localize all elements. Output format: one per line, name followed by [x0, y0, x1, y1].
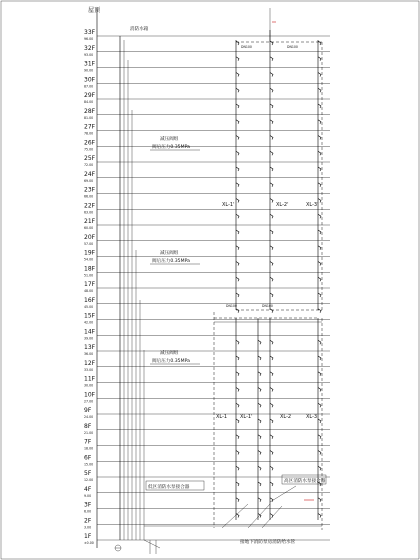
hose-valve-mark	[258, 372, 261, 376]
hose-valve-mark	[258, 403, 261, 407]
floor-label: 14F	[84, 328, 96, 336]
hose-valve-mark	[236, 466, 239, 470]
hose-valve-mark	[318, 403, 321, 407]
hose-valve-mark	[270, 372, 273, 376]
svg-text:高区消防水泵接合器: 高区消防水泵接合器	[284, 479, 326, 484]
floor-label: 19F	[84, 249, 96, 257]
floor-label: 26F	[84, 139, 96, 147]
floor-elevation: 51.00	[84, 273, 94, 278]
hose-valve-mark	[270, 466, 273, 470]
floor-elevation: 3.00	[84, 525, 92, 530]
hose-valve-mark	[236, 514, 239, 518]
hose-valve-mark	[270, 246, 273, 250]
riser-tag-lower-4: XL-3	[306, 414, 318, 420]
hose-valve-mark	[236, 419, 239, 423]
floor-elevation: 90.00	[84, 68, 94, 73]
hose-valve-mark	[318, 104, 321, 108]
svg-text:阀后压力0.35MPa: 阀后压力0.35MPa	[152, 259, 190, 264]
svg-text:低区消防水泵接合器: 低区消防水泵接合器	[148, 485, 190, 490]
hose-valve-mark	[258, 340, 261, 344]
hose-valve-mark	[270, 136, 273, 140]
hose-valve-mark	[236, 41, 239, 45]
floor-label: 25F	[84, 155, 96, 162]
floor-label: 22F	[84, 202, 96, 210]
hose-valve-mark	[318, 466, 321, 470]
hose-valve-mark	[236, 120, 239, 124]
diag-4	[270, 486, 296, 502]
floor-elevation: 27.00	[84, 399, 94, 404]
floor-label: 29F	[84, 92, 96, 99]
floor-elevation: 78.00	[84, 131, 94, 136]
hose-valve-mark	[270, 277, 273, 281]
floor-label: 2F	[84, 517, 92, 525]
hose-valve-mark	[318, 419, 321, 423]
floor-label: 6F	[84, 454, 92, 462]
floor-label: 18F	[84, 265, 96, 273]
floor-elevation: 72.00	[84, 163, 94, 167]
floor-label: 13F	[84, 344, 96, 351]
hose-valve-mark	[236, 88, 239, 92]
hose-valve-mark	[270, 403, 273, 407]
lower-label-right-box	[282, 475, 326, 484]
floor-elevation: 33.00	[84, 367, 94, 372]
hose-valves	[236, 41, 321, 518]
floor-label: 16F	[84, 296, 96, 304]
floor-elevation: 24.00	[84, 415, 94, 419]
hose-valve-mark	[318, 262, 321, 266]
hose-valve-mark	[270, 482, 273, 486]
floor-elevation: 9.00	[84, 493, 92, 498]
floor-elevation: 18.00	[84, 446, 94, 451]
bottom-note: 接地下消防泵房消防给水管	[240, 540, 296, 545]
hose-valve-mark	[318, 120, 321, 124]
hose-valve-mark	[236, 57, 239, 61]
floor-elevation: 87.00	[84, 84, 94, 89]
hose-valve-mark	[318, 57, 321, 61]
hose-valve-mark	[236, 183, 239, 187]
hose-valve-mark	[270, 104, 273, 108]
hose-valve-mark	[318, 277, 321, 281]
hose-valve-mark	[318, 309, 321, 313]
hose-valve-mark	[270, 120, 273, 124]
floor-label: 21F	[84, 218, 96, 225]
floor-elevation: 69.00	[84, 178, 94, 183]
floor-label: 15F	[84, 312, 96, 320]
pipe-tag-2: DN100	[287, 45, 298, 49]
annotation-3	[150, 349, 200, 364]
hose-valve-mark	[236, 356, 239, 360]
hose-valve-mark	[270, 388, 273, 392]
riser-tag-upper-3: XL-3'	[306, 202, 319, 208]
hose-valve-mark	[318, 41, 321, 45]
riser-pipes	[120, 8, 322, 540]
pipe-tag-1: DN100	[241, 45, 252, 49]
hose-valve-mark	[236, 262, 239, 266]
hose-valve-mark	[318, 246, 321, 250]
hose-valve-mark	[270, 88, 273, 92]
hose-valve-mark	[236, 451, 239, 455]
riser-tag-upper-2: XL-2'	[276, 202, 289, 208]
hose-valve-mark	[270, 514, 273, 518]
floor-label: 23F	[84, 186, 96, 194]
hose-valve-mark	[236, 167, 239, 171]
svg-text:减压阀组: 减压阀组	[160, 137, 179, 142]
hose-valve-mark	[270, 230, 273, 234]
floor-elevation: 93.00	[84, 52, 94, 57]
hose-valve-mark	[318, 498, 321, 502]
hose-valve-mark	[236, 199, 239, 203]
hose-valve-mark	[236, 309, 239, 313]
hose-valve-mark	[318, 230, 321, 234]
floor-elevation: 15.00	[84, 462, 94, 467]
floor-elevation: 81.00	[84, 115, 94, 120]
floor-label: 7F	[84, 438, 92, 446]
hose-valve-mark	[318, 435, 321, 439]
floor-label: 32F	[84, 44, 96, 52]
hose-valve-mark	[258, 498, 261, 502]
hose-valve-mark	[318, 183, 321, 187]
hose-valve-mark	[236, 104, 239, 108]
hose-valve-mark	[270, 293, 273, 297]
floor-label: 27F	[84, 123, 96, 131]
hose-valve-mark	[258, 435, 261, 439]
hose-valve-mark	[318, 73, 321, 77]
floor-elevation: ±0.00	[84, 541, 94, 545]
hose-valve-mark	[318, 293, 321, 297]
riser-tag-lower-2: XL-1'	[240, 414, 253, 420]
floor-elevation: 60.00	[84, 226, 94, 230]
hose-valve-mark	[236, 293, 239, 297]
hose-valve-mark	[270, 262, 273, 266]
hose-valve-mark	[236, 498, 239, 502]
hose-valve-mark	[318, 388, 321, 392]
hose-valve-mark	[318, 372, 321, 376]
floor-label: 31F	[84, 60, 96, 68]
hose-valve-mark	[236, 214, 239, 218]
hose-valve-mark	[318, 88, 321, 92]
riser-tag-lower-3: XL-2	[280, 414, 292, 420]
sheet-border	[1, 1, 419, 559]
floor-label: 9F	[84, 407, 92, 414]
floor-label: 20F	[84, 233, 96, 241]
riser-tag-upper-1: XL-1'	[222, 202, 235, 208]
pipe-tag-4: DN100	[262, 304, 273, 308]
floor-elevation: 45.00	[84, 304, 94, 309]
hose-valve-mark	[258, 451, 261, 455]
floor-label: 4F	[84, 485, 92, 493]
floor-label: 33F	[84, 29, 96, 36]
floor-elevation: 39.00	[84, 336, 94, 341]
floor-label: 17F	[84, 281, 96, 288]
floor-label: 12F	[84, 359, 96, 367]
hose-valve-mark	[236, 277, 239, 281]
floor-elevation: 63.00	[84, 210, 94, 215]
floor-elevation: 66.00	[84, 194, 94, 199]
floor-label: 5F	[84, 470, 92, 477]
lower-label-left-box	[146, 481, 204, 490]
floor-elevation: 30.00	[84, 383, 94, 388]
hose-valve-mark	[236, 340, 239, 344]
hose-valve-mark	[270, 214, 273, 218]
hose-valve-mark	[236, 151, 239, 155]
floor-elevation: 48.00	[84, 289, 94, 293]
svg-text:阀后压力0.35MPa: 阀后压力0.35MPa	[152, 145, 190, 150]
hose-valve-mark	[270, 41, 273, 45]
hose-valve-mark	[258, 466, 261, 470]
hose-valve-mark	[318, 136, 321, 140]
floor-elevation: 57.00	[84, 241, 94, 246]
hose-valve-mark	[318, 514, 321, 518]
floor-elevation: 21.00	[84, 430, 94, 435]
hose-valve-mark	[318, 151, 321, 155]
hose-valve-mark	[258, 388, 261, 392]
hose-valve-mark	[318, 451, 321, 455]
hose-valve-mark	[270, 57, 273, 61]
hose-valve-mark	[236, 388, 239, 392]
floor-label: 1F	[84, 533, 92, 540]
hose-valve-mark	[270, 356, 273, 360]
svg-text:阀后压力0.35MPa: 阀后压力0.35MPa	[152, 359, 190, 364]
floor-elevation: 84.00	[84, 100, 94, 104]
hose-valve-mark	[270, 167, 273, 171]
hose-valve-mark	[270, 309, 273, 313]
floor-elevation: 12.00	[84, 478, 94, 482]
header-note: 消防水箱	[130, 27, 149, 32]
hose-valve-mark	[270, 419, 273, 423]
hose-valve-mark	[236, 435, 239, 439]
floor-label: 10F	[84, 391, 96, 399]
hose-valve-mark	[270, 151, 273, 155]
hose-valve-mark	[270, 73, 273, 77]
floor-elevation: 42.00	[84, 320, 94, 325]
hose-valve-mark	[236, 372, 239, 376]
floor-elevation: 54.00	[84, 257, 94, 262]
hose-valve-mark	[236, 482, 239, 486]
hose-valve-mark	[236, 246, 239, 250]
floor-levels	[84, 29, 330, 545]
hose-valve-mark	[318, 340, 321, 344]
hose-valve-mark	[318, 214, 321, 218]
hose-valve-mark	[270, 340, 273, 344]
riser-tag-lower-1: XL-1	[216, 414, 228, 420]
hose-valve-mark	[258, 482, 261, 486]
annotation-1	[150, 135, 200, 150]
hose-valve-mark	[270, 199, 273, 203]
hose-valve-mark	[318, 167, 321, 171]
floor-elevation: 96.00	[84, 37, 94, 41]
svg-text:减压阀组: 减压阀组	[160, 351, 179, 356]
bottom-outlet	[144, 540, 160, 548]
floor-label: 24F	[84, 170, 96, 178]
hose-valve-mark	[258, 419, 261, 423]
floor-label: 11F	[84, 375, 96, 383]
floor-label: 30F	[84, 76, 96, 84]
pipe-tag-3: DN100	[226, 304, 237, 308]
hose-valve-mark	[270, 451, 273, 455]
floor-elevation: 6.00	[84, 509, 92, 514]
floor-label: 3F	[84, 501, 92, 509]
hose-valve-mark	[236, 403, 239, 407]
hose-valve-mark	[236, 136, 239, 140]
hose-valve-mark	[270, 183, 273, 187]
svg-text:减压阀组: 减压阀组	[160, 251, 179, 256]
floor-label: 28F	[84, 107, 96, 115]
hose-valve-mark	[236, 230, 239, 234]
hose-valve-mark	[270, 435, 273, 439]
top-level-label: 屋顶	[88, 7, 101, 14]
hose-valve-mark	[236, 73, 239, 77]
floor-elevation: 75.00	[84, 147, 94, 152]
floor-label: 8F	[84, 422, 92, 430]
hose-valve-mark	[318, 356, 321, 360]
hose-valve-mark	[258, 356, 261, 360]
floor-elevation: 36.00	[84, 352, 94, 356]
